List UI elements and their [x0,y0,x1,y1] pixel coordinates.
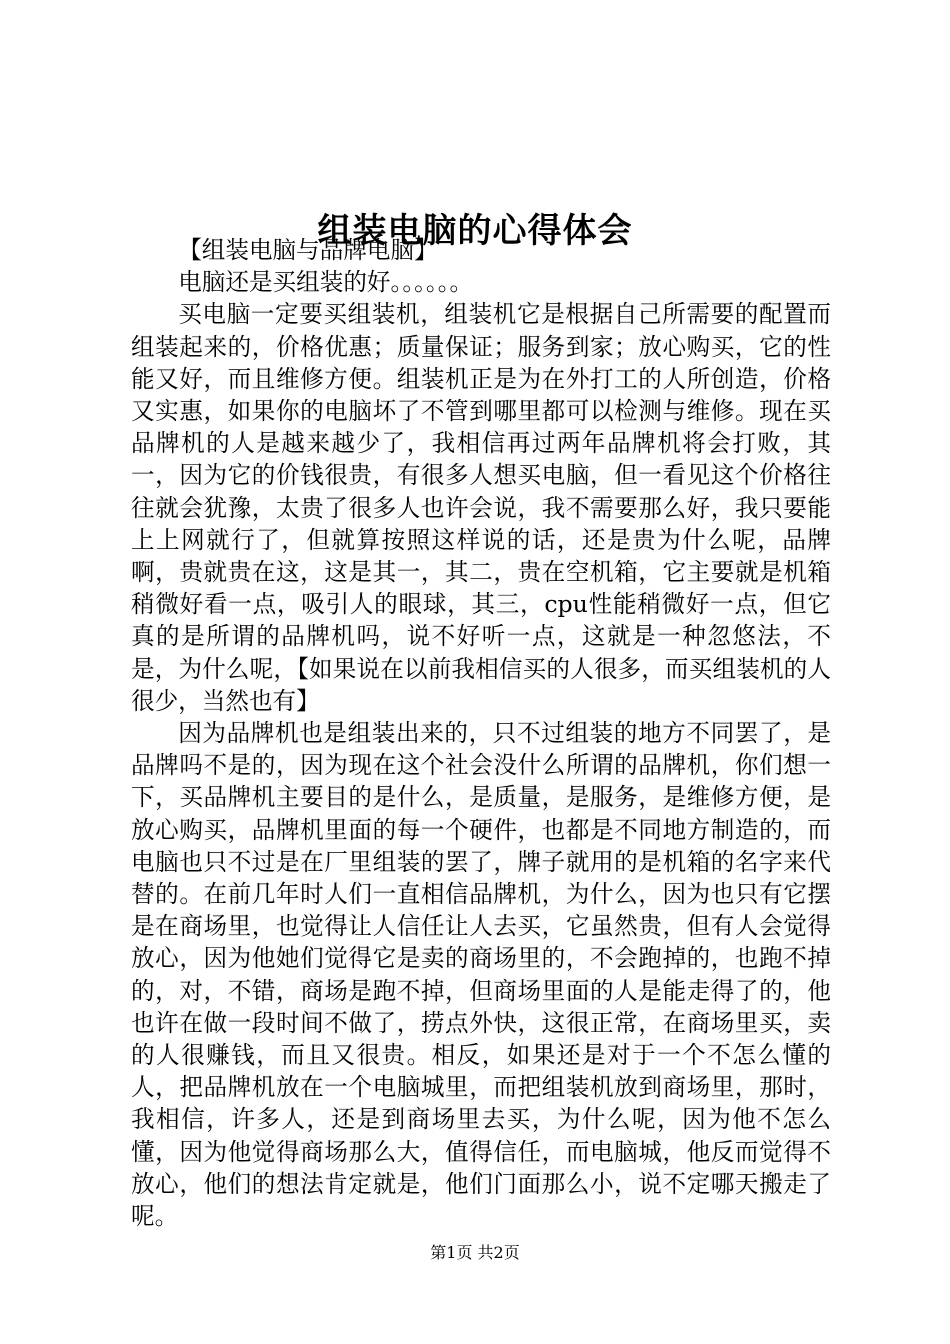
paragraph-main-1: 买电脑一定要买组装机，组装机它是根据自己所需要的配置而组装起来的，价格优惠；质量保证；服务到家；放心购买，它的性能又好，而且维修方便。组装机正是为在外打工的人所创造，价格又实惠，如果你的电脑坏了不管到哪里都可以检测与维修。现在买品牌机的人是越来越少了，我相信再过两年品牌机将会打败，其一，因为它的价钱很贵，有很多人想买电脑，但一看见这个价格往往就会犹豫，太贵了很多人也许会说，我不需要那么好，我只要能上上网就行了，但就算按照这样说的话，还是贵为什么呢，品牌啊，贵就贵在这，这是其一，其二，贵在空机箱，它主要就是机箱稍微好看一点，吸引人的眼球，其三，cpu性能稍微好一点，但它真的是所谓的品牌机吗，说不好听一点，这就是一种忽悠法，不是，为什么呢，【如果说在以前我相信买的人很多，而买组装机的人很少，当然也有】 [131,300,831,715]
document-body [131,234,831,1232]
paragraph-heading: 【组装电脑与品牌电脑】 [178,236,438,264]
paragraph-intro: 电脑还是买组装的好。。。。。。 [178,268,474,297]
document-title: 组装电脑的心得体会 [317,210,633,251]
page-footer: 第1页 共2页 [430,1243,520,1262]
paragraph-main-2: 因为品牌机也是组装出来的，只不过组装的地方不同罢了，是品牌吗不是的，因为现在这个社会没什么所谓的品牌机，你们想一下，买品牌机主要目的是什么，是质量，是服务，是维修方便，是放心购买，品牌机里面的每一个硬件，也都是不同地方制造的，而电脑也只不过是在厂里组装的罢了，牌子就用的是机箱的名字来代替的。在前几年时人们一直相信品牌机，为什么，因为也只有它摆是在商场里，也觉得让人信任让人去买，它虽然贵，但有人会觉得放心，因为他她们觉得它是卖的商场里的，不会跑掉的，也跑不掉的，对，不错，商场是跑不掉，但商场里面的人是能走得了的，他也许在做一段时间不做了，捞点外快，这很正常，在商场里买，卖的人很赚钱，而且又很贵。相反，如果还是对于一个不怎么懂的人，把品牌机放在一个电脑城里，而把组装机放到商场里，那时，我相信，许多人，还是到商场里去买，为什么呢，因为他不怎么懂，因为他觉得商场那么大，值得信任，而电脑城，他反而觉得不放心，他们的想法肯定就是，他们门面那么小，说不定哪天搬走了呢。 [131,719,831,1231]
